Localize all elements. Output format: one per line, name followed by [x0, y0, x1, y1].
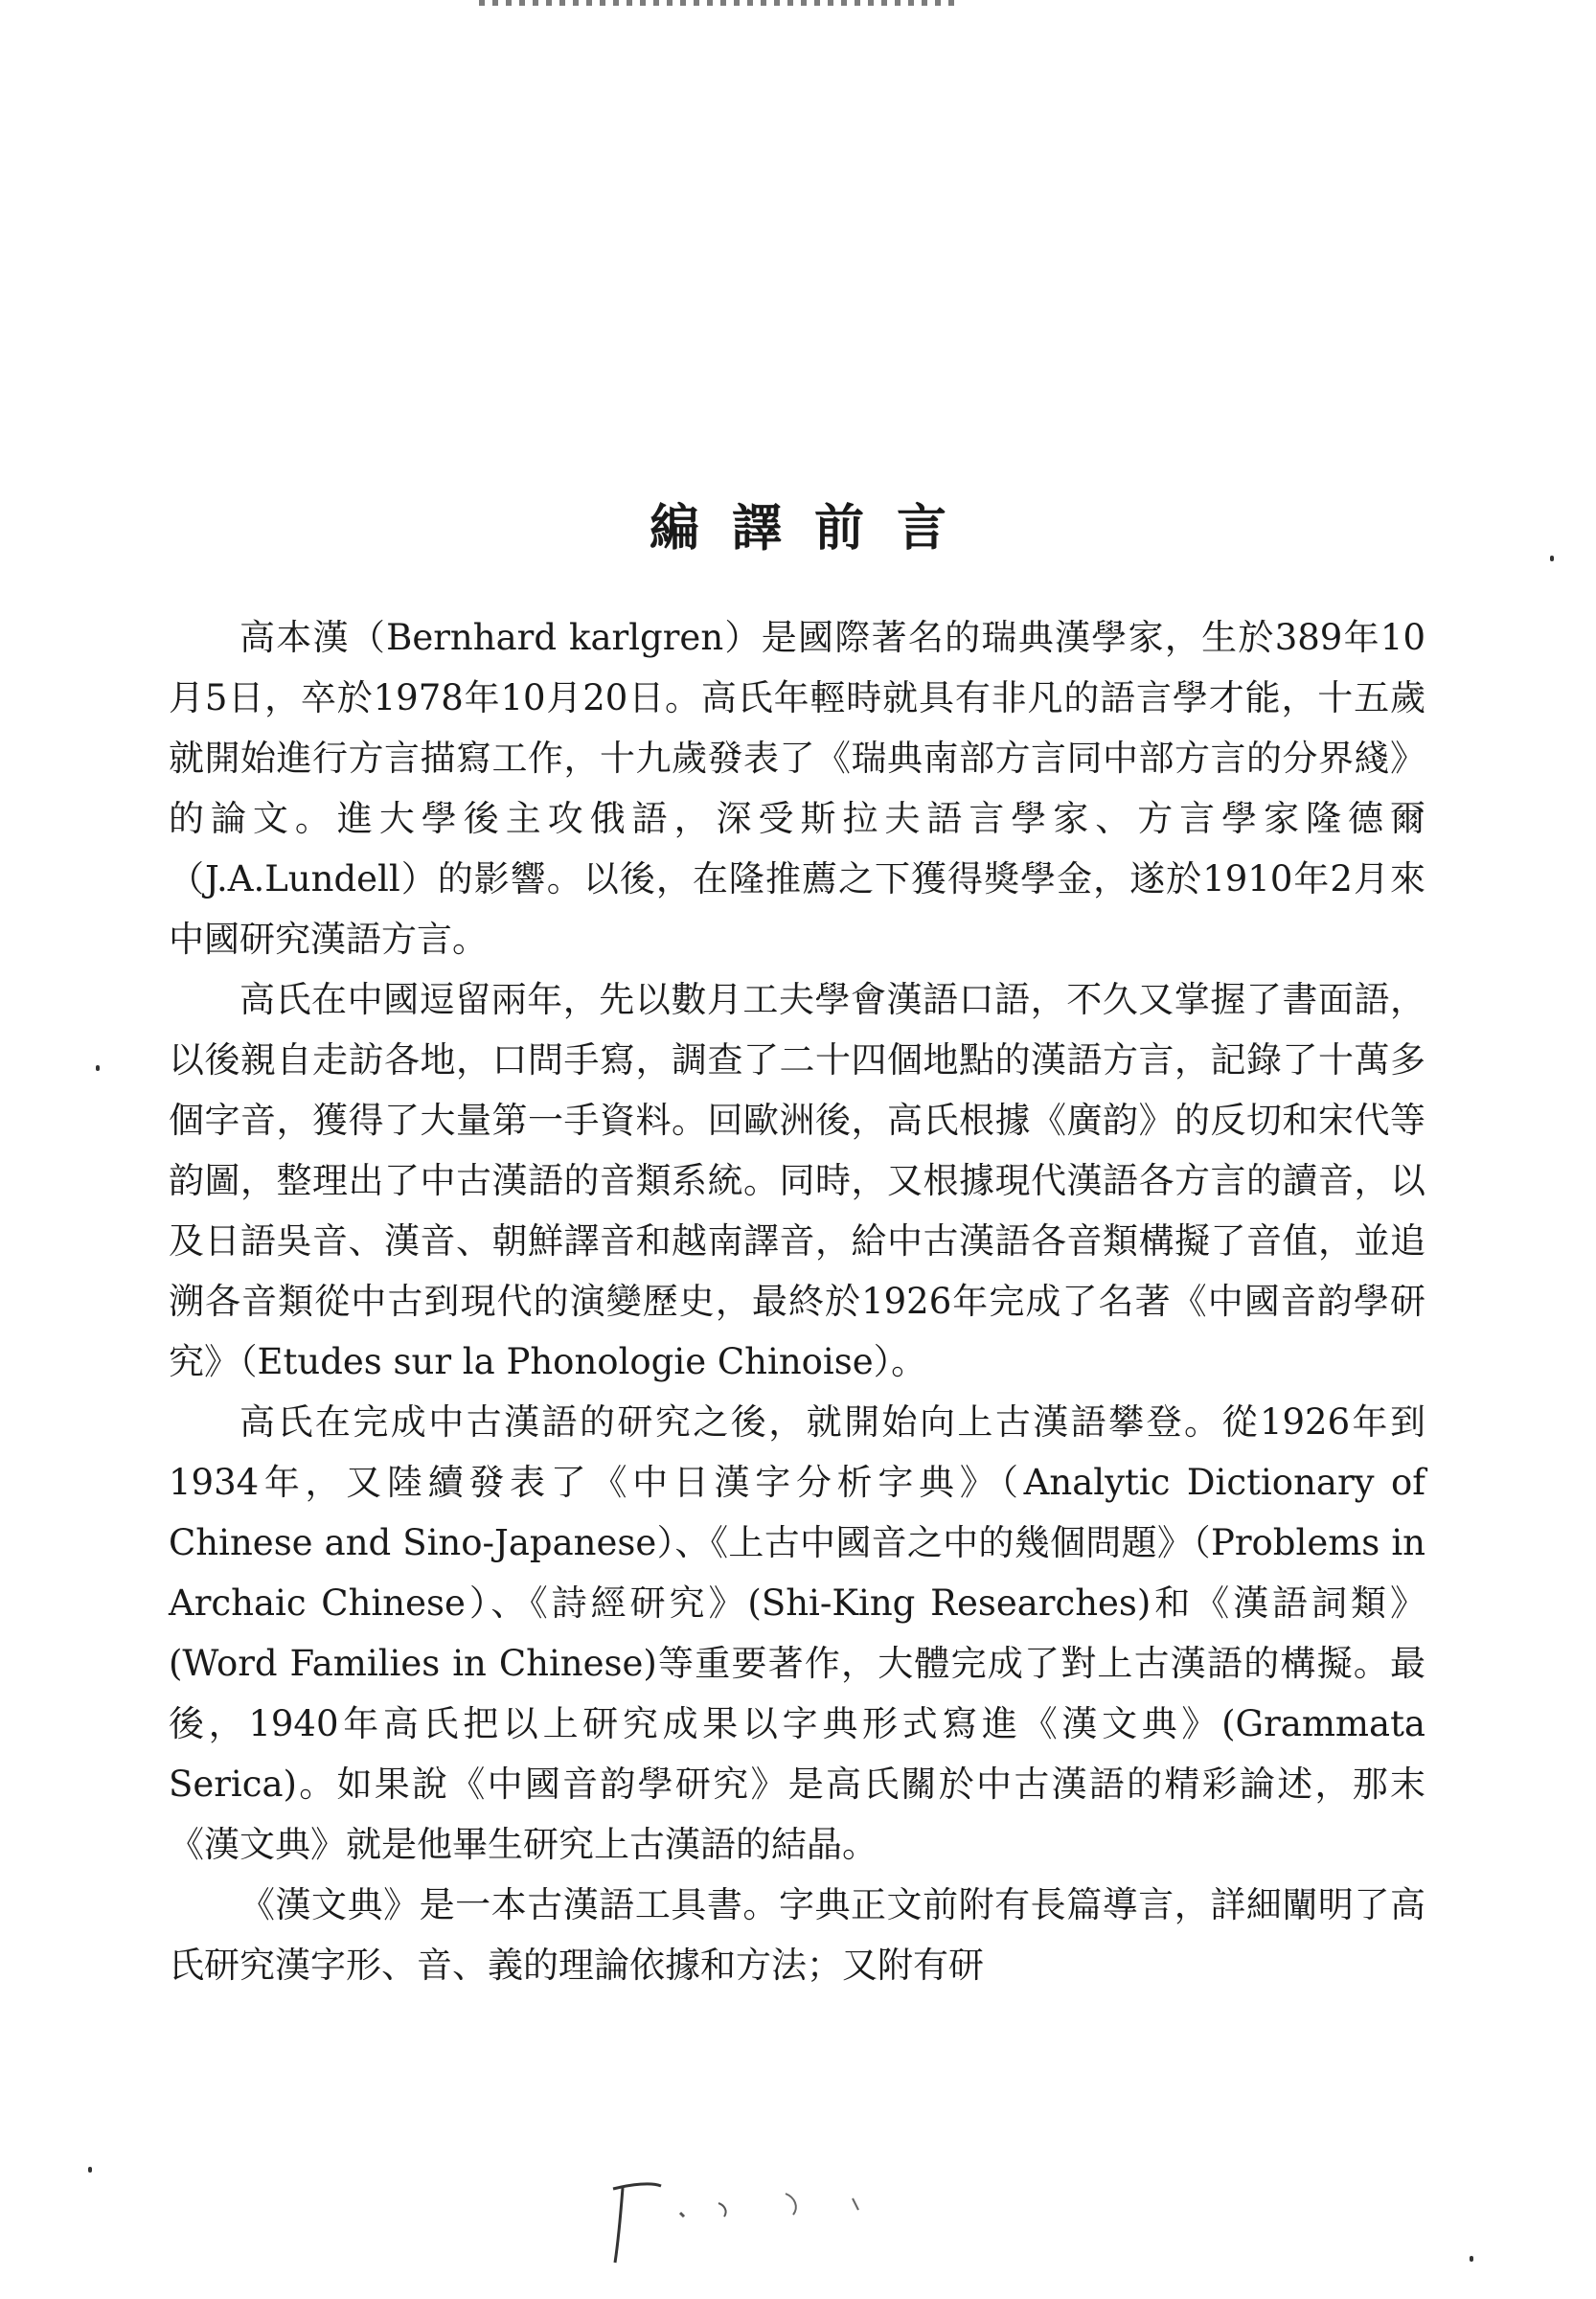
scan-artifact-top	[479, 0, 958, 6]
paragraph: 高氏在完成中古漢語的研究之後，就開始向上古漢語攀登。從1926年到1934年，又陸續發表了《中日漢字分析字典》（Analytic Dictionary of Chinese and Sino-Japanese）、《上古中國音之中的幾個問題》（Problems in Archaic Chinese）、《詩經研究》(Shi-King Researches)和《漢語詞類》(Word Families in Chinese)等重要著作，大體完成了對上古漢語的構擬。最後，1940年高氏把以上研究成果以字典形式寫進《漢文典》(Grammata Serica)。如果說《中國音韵學研究》是高氏關於中古漢語的精彩論述，那末《漢文典》就是他畢生研究上古漢語的結晶。	[169, 1401, 1425, 1865]
paragraph: 《漢文典》是一本古漢語工具書。字典正文前附有長篇導言，詳細闡明了高氏研究漢字形、音、義的理論依據和方法；又附有研	[169, 1884, 1425, 1986]
margin-speck	[96, 1065, 100, 1071]
paragraph: 高氏在中國逗留兩年，先以數月工夫學會漢語口語，不久又掌握了書面語，以後親自走訪各地，口問手寫，調查了二十四個地點的漢語方言，記錄了十萬多個字音，獲得了大量第一手資料。回歐洲後，高氏根據《廣韵》的反切和宋代等韵圖，整理出了中古漢語的音類系統。同時，又根據現代漢語各方言的讀音，以及日語吳音、漢音、朝鮮譯音和越南譯音，給中古漢語各音類構擬了音值，並追溯各音類從中古到現代的演變歷史，最終於1926年完成了名著《中國音韵學研究》（Etudes sur la Phonologie Chinoise）。	[169, 979, 1425, 1382]
body-text	[169, 607, 1425, 1995]
handwritten-mark	[594, 2174, 910, 2270]
page-title: 編譯前言	[649, 499, 979, 558]
paragraph: 高本漢（Bernhard karlgren）是國際著名的瑞典漢學家，生於389年10月5日，卒於1978年10月20日。高氏年輕時就具有非凡的語言學才能，十五歲就開始進行方言描寫工作，十九歲發表了《瑞典南部方言同中部方言的分界綫》的論文。進大學後主攻俄語，深受斯拉夫語言學家、方言學家隆德爾（J.A.Lundell）的影響。以後，在隆推薦之下獲得獎學金，遂於1910年2月來中國研究漢語方言。	[169, 617, 1425, 960]
margin-speck	[1550, 556, 1554, 561]
margin-speck	[88, 2167, 92, 2173]
margin-speck	[1470, 2256, 1473, 2262]
